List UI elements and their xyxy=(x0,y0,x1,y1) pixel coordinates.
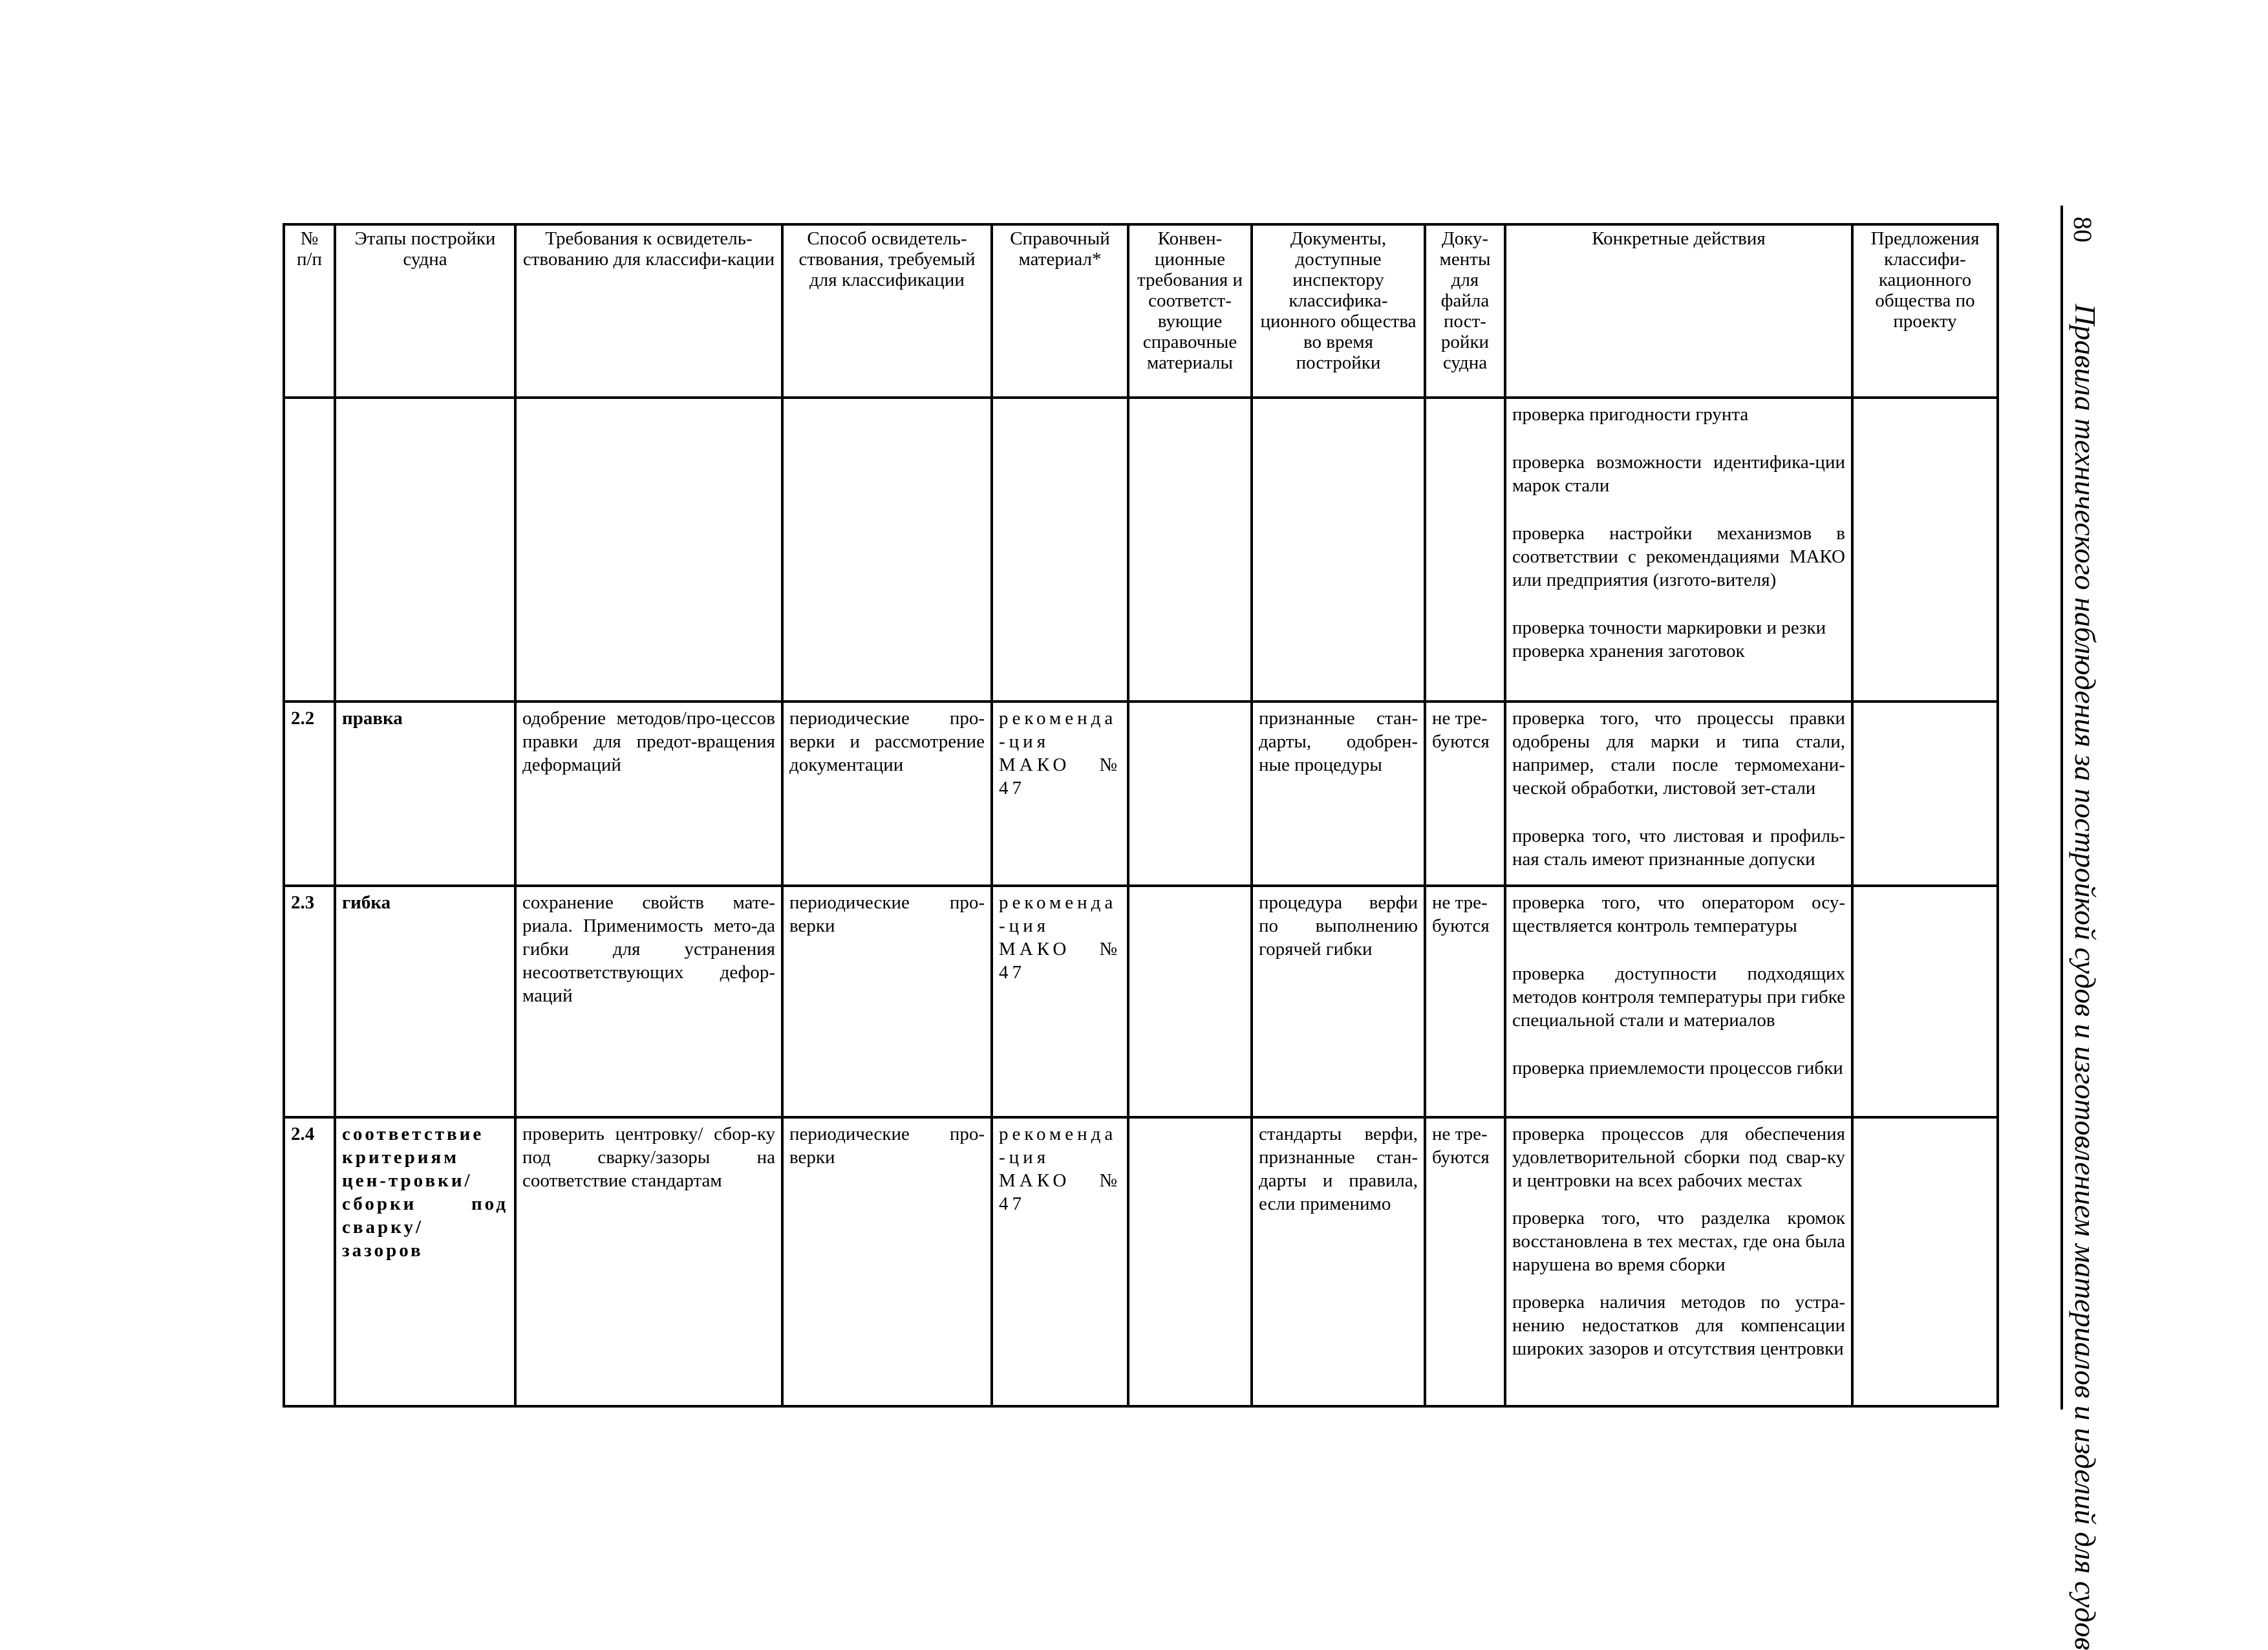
header-documents: Документы, доступные инспектору классифика-ционного общества во время постройки xyxy=(1252,224,1425,398)
table-header-row xyxy=(284,224,1998,398)
action-item: проверка того, что оператором осу-ществляется контроль температуры xyxy=(1512,892,1845,936)
action-item: проверка наличия методов по устра-нению недостатков для компенсации широких зазоров и отсутствия центровки xyxy=(1512,1292,1845,1359)
table-row xyxy=(284,702,1998,886)
cell-number: 2.3 xyxy=(284,886,335,1117)
cell-documents: стандарты верфи, признанные стан-дарты и правила, если применимо xyxy=(1252,1117,1425,1406)
action-item: проверка процессов для обеспечения удовлетворительной сборки под свар-ку и центровки на всех рабочих местах xyxy=(1512,1124,1845,1191)
header-requirements: Требования к освидетель-ствованию для классифи-кации xyxy=(515,224,782,398)
cell-stage xyxy=(335,398,515,702)
header-stage: Этапы постройки судна xyxy=(335,224,515,398)
inspection-table xyxy=(283,223,1999,1408)
cell-proposals xyxy=(1852,702,1998,886)
cell-file-docs: не тре-буются xyxy=(1425,702,1505,886)
cell-stage: соответствие критериям цен-тровки/ сборки под сварку/ зазоров xyxy=(335,1117,515,1406)
page-number: 80 xyxy=(2068,217,2097,242)
action-item: проверка того, что листовая и профиль-ная сталь имеют признанные допуски xyxy=(1512,826,1845,870)
cell-convention xyxy=(1128,398,1252,702)
header-file-docs: Доку-менты для файла пост-ройки судна xyxy=(1425,224,1505,398)
action-item: проверка хранения заготовок xyxy=(1512,641,1745,661)
header-method: Способ освидетель-ствования, требуемый для классификации xyxy=(782,224,992,398)
action-item: проверка точности маркировки и резки xyxy=(1512,617,1826,638)
cell-requirements: одобрение методов/про-цессов правки для предот-вращения деформаций xyxy=(515,702,782,886)
cell-convention xyxy=(1128,702,1252,886)
side-header-rule xyxy=(2060,206,2063,1409)
table-row xyxy=(284,398,1998,702)
cell-convention xyxy=(1128,886,1252,1117)
table-row xyxy=(284,1117,1998,1406)
header-reference: Справочный материал* xyxy=(992,224,1128,398)
cell-stage: гибка xyxy=(335,886,515,1117)
cell-documents: процедура верфи по выполнению горячей гибки xyxy=(1252,886,1425,1117)
cell-method xyxy=(782,398,992,702)
cell-actions xyxy=(1505,886,1852,1117)
cell-documents xyxy=(1252,398,1425,702)
cell-number: 2.4 xyxy=(284,1117,335,1406)
cell-reference xyxy=(992,398,1128,702)
cell-proposals xyxy=(1852,398,1998,702)
cell-reference: рекоменда-ция МАКО № 47 xyxy=(992,886,1128,1117)
cell-convention xyxy=(1128,1117,1252,1406)
cell-number xyxy=(284,398,335,702)
cell-method: периодические про-верки и рассмотрение документации xyxy=(782,702,992,886)
cell-file-docs xyxy=(1425,398,1505,702)
cell-actions xyxy=(1505,702,1852,886)
cell-actions xyxy=(1505,1117,1852,1406)
cell-number: 2.2 xyxy=(284,702,335,886)
action-item: проверка возможности идентифика-ции марок стали xyxy=(1512,452,1845,496)
header-actions: Конкретные действия xyxy=(1505,224,1852,398)
cell-file-docs: не тре-буются xyxy=(1425,886,1505,1117)
cell-proposals xyxy=(1852,886,1998,1117)
header-number: № п/п xyxy=(284,224,335,398)
action-item: проверка того, что процессы правки одобрены для марки и типа стали, например, стали после термомехани-ческой обработки, листовой зет-стали xyxy=(1512,708,1845,798)
cell-file-docs: не тре-буются xyxy=(1425,1117,1505,1406)
cell-stage: правка xyxy=(335,702,515,886)
cell-proposals xyxy=(1852,1117,1998,1406)
table-row xyxy=(284,886,1998,1117)
header-proposals: Предложения классифи-кационного общества по проекту xyxy=(1852,224,1998,398)
action-item: проверка доступности подходящих методов контроля температуры при гибке специальной стали и материалов xyxy=(1512,963,1845,1031)
action-item: проверка приемлемости процессов гибки xyxy=(1512,1058,1843,1078)
running-title: Правила технического наблюдения за постройкой судов и изготовлением материалов и изделий для судов xyxy=(2069,304,2102,1650)
action-item: проверка настройки механизмов в соответствии с рекомендациями МАКО или предприятия (изгото-вителя) xyxy=(1512,523,1845,590)
header-convention: Конвен-ционные требования и соответст-вующие справочные материалы xyxy=(1128,224,1252,398)
cell-method: периодические про-верки xyxy=(782,1117,992,1406)
cell-reference: рекоменда-ция МАКО № 47 xyxy=(992,702,1128,886)
cell-actions xyxy=(1505,398,1852,702)
cell-documents: признанные стан-дарты, одобрен-ные процедуры xyxy=(1252,702,1425,886)
action-item: проверка пригодности грунта xyxy=(1512,404,1749,425)
cell-reference: рекоменда-ция МАКО № 47 xyxy=(992,1117,1128,1406)
cell-requirements: проверить центровку/ сбор-ку под сварку/зазоры на соответствие стандартам xyxy=(515,1117,782,1406)
cell-requirements xyxy=(515,398,782,702)
cell-method: периодические про-верки xyxy=(782,886,992,1117)
cell-requirements: сохранение свойств мате-риала. Применимость мето-да гибки для устранения несоответствующих дефор-маций xyxy=(515,886,782,1117)
action-item: проверка того, что разделка кромок восстановлена в тех местах, где она была нарушена во время сборки xyxy=(1512,1208,1845,1275)
